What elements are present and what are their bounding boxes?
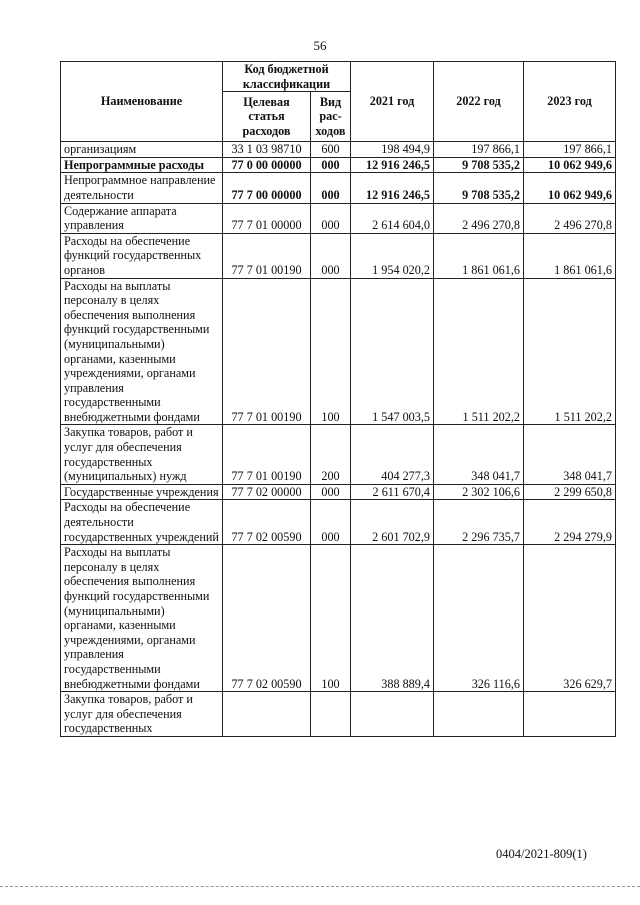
row-name: Государственные учреждения xyxy=(61,484,223,500)
document-code: 0404/2021-809(1) xyxy=(496,847,587,861)
row-value-2021 xyxy=(351,692,434,737)
row-value-2022: 348 041,7 xyxy=(434,425,524,484)
row-value-2023: 197 866,1 xyxy=(524,142,616,158)
header-target-article: Целевая статья расходов xyxy=(223,92,311,142)
row-value-2021: 404 277,3 xyxy=(351,425,434,484)
row-value-2023: 2 496 270,8 xyxy=(524,203,616,233)
bottom-divider xyxy=(0,886,640,887)
row-value-2021: 1 547 003,5 xyxy=(351,278,434,425)
table-row xyxy=(61,203,616,233)
row-expense-type: 100 xyxy=(311,278,351,425)
table-row xyxy=(61,142,616,158)
row-name: Расходы на выплаты персоналу в целях обеспечения выполнения функций государственными (муниципальными) органами, казенными учреждениями, органами управления государственными внебюджетными фондами xyxy=(61,545,223,692)
row-target-article: 77 7 00 00000 xyxy=(223,173,311,203)
row-target-article: 77 7 02 00590 xyxy=(223,545,311,692)
row-value-2023: 326 629,7 xyxy=(524,545,616,692)
header-2021: 2021 год xyxy=(351,62,434,142)
row-name: Непрограммные расходы xyxy=(61,157,223,173)
row-target-article: 77 7 02 00590 xyxy=(223,500,311,545)
row-value-2023: 10 062 949,6 xyxy=(524,157,616,173)
row-value-2022: 1 511 202,2 xyxy=(434,278,524,425)
row-expense-type: 000 xyxy=(311,173,351,203)
header-2022: 2022 год xyxy=(434,62,524,142)
row-value-2021: 2 601 702,9 xyxy=(351,500,434,545)
table-row xyxy=(61,233,616,278)
row-value-2021: 1 954 020,2 xyxy=(351,233,434,278)
table-row xyxy=(61,545,616,692)
row-value-2023 xyxy=(524,692,616,737)
row-value-2023: 10 062 949,6 xyxy=(524,173,616,203)
row-value-2022 xyxy=(434,692,524,737)
row-target-article: 77 7 01 00000 xyxy=(223,203,311,233)
header-budget-code: Код бюджетной классификации xyxy=(223,62,351,92)
row-value-2023: 2 299 650,8 xyxy=(524,484,616,500)
row-expense-type: 600 xyxy=(311,142,351,158)
row-value-2022: 2 296 735,7 xyxy=(434,500,524,545)
row-value-2023: 2 294 279,9 xyxy=(524,500,616,545)
row-expense-type: 100 xyxy=(311,545,351,692)
budget-table xyxy=(60,61,616,737)
row-value-2022: 1 861 061,6 xyxy=(434,233,524,278)
header-name: Наименование xyxy=(61,62,223,142)
table-row xyxy=(61,500,616,545)
page-number: 56 xyxy=(313,38,327,53)
row-target-article xyxy=(223,692,311,737)
row-expense-type: 000 xyxy=(311,233,351,278)
row-expense-type: 000 xyxy=(311,484,351,500)
table-row xyxy=(61,157,616,173)
row-expense-type: 200 xyxy=(311,425,351,484)
header-2023: 2023 год xyxy=(524,62,616,142)
row-value-2021: 198 494,9 xyxy=(351,142,434,158)
row-name: Закупка товаров, работ и услуг для обеспечения государственных xyxy=(61,692,223,737)
row-value-2023: 1 861 061,6 xyxy=(524,233,616,278)
table-row xyxy=(61,173,616,203)
row-expense-type: 000 xyxy=(311,157,351,173)
row-expense-type: 000 xyxy=(311,500,351,545)
row-value-2021: 388 889,4 xyxy=(351,545,434,692)
header-expense-type: Вид рас-ходов xyxy=(311,92,351,142)
table-body xyxy=(61,142,616,737)
row-target-article: 77 7 01 00190 xyxy=(223,278,311,425)
row-target-article: 77 7 02 00000 xyxy=(223,484,311,500)
row-target-article: 77 0 00 00000 xyxy=(223,157,311,173)
table-row xyxy=(61,278,616,425)
row-target-article: 77 7 01 00190 xyxy=(223,425,311,484)
table-row xyxy=(61,425,616,484)
row-name: Закупка товаров, работ и услуг для обеспечения государственных (муниципальных) нужд xyxy=(61,425,223,484)
table-row xyxy=(61,484,616,500)
row-value-2022: 2 302 106,6 xyxy=(434,484,524,500)
row-expense-type xyxy=(311,692,351,737)
row-expense-type: 000 xyxy=(311,203,351,233)
row-value-2022: 197 866,1 xyxy=(434,142,524,158)
table-row xyxy=(61,692,616,737)
row-value-2021: 12 916 246,5 xyxy=(351,157,434,173)
row-value-2023: 1 511 202,2 xyxy=(524,278,616,425)
row-target-article: 77 7 01 00190 xyxy=(223,233,311,278)
row-value-2022: 2 496 270,8 xyxy=(434,203,524,233)
row-name: Расходы на обеспечение деятельности государственных учреждений xyxy=(61,500,223,545)
row-value-2022: 9 708 535,2 xyxy=(434,157,524,173)
row-name: Расходы на обеспечение функций государственных органов xyxy=(61,233,223,278)
row-value-2021: 12 916 246,5 xyxy=(351,173,434,203)
row-value-2022: 326 116,6 xyxy=(434,545,524,692)
row-name: Непрограммное направление деятельности xyxy=(61,173,223,203)
row-name: Содержание аппарата управления xyxy=(61,203,223,233)
row-value-2023: 348 041,7 xyxy=(524,425,616,484)
row-value-2021: 2 611 670,4 xyxy=(351,484,434,500)
row-name: Расходы на выплаты персоналу в целях обеспечения выполнения функций государственными (муниципальными) органами, казенными учреждениями, органами управления государственными внебюджетными фондами xyxy=(61,278,223,425)
row-target-article: 33 1 03 98710 xyxy=(223,142,311,158)
row-value-2022: 9 708 535,2 xyxy=(434,173,524,203)
row-name: организациям xyxy=(61,142,223,158)
row-value-2021: 2 614 604,0 xyxy=(351,203,434,233)
